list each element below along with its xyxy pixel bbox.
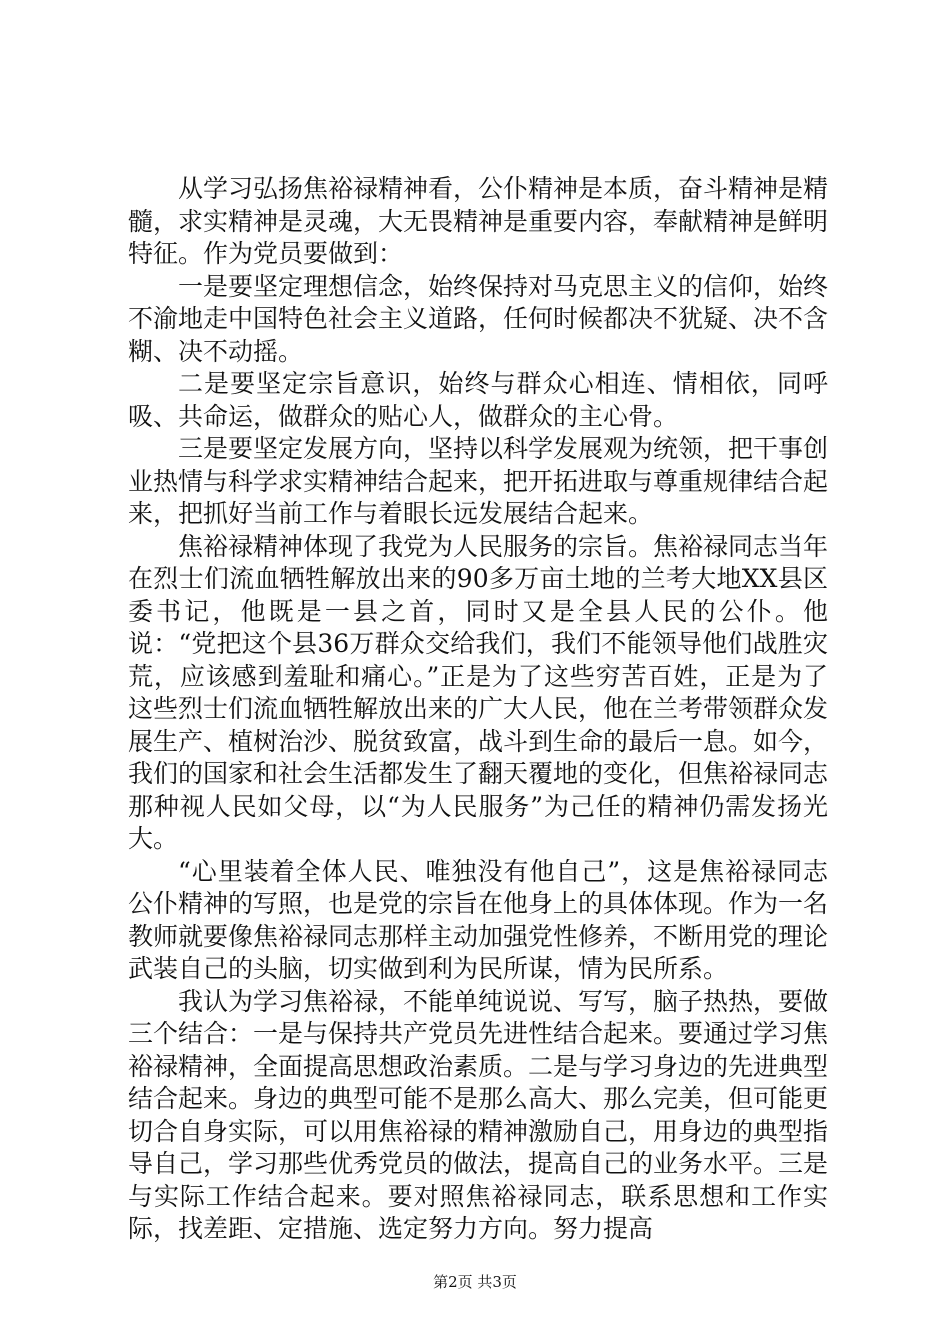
paragraph-3: 二是要坚定宗旨意识，始终与群众心相连、情相依，同呼吸、共命运，做群众的贴心人，做群众的主心骨。 xyxy=(128,369,828,431)
paragraph-1: 从学习弘扬焦裕禄精神看，公仆精神是本质，奋斗精神是精髓，求实精神是灵魂，大无畏精神是重要内容，奉献精神是鲜明特征。作为党员要做到： xyxy=(128,174,829,268)
paragraph-6: “心里装着全体人民、唯独没有他自己”，这是焦裕禄同志公仆精神的写照，也是党的宗旨在他身上的具体体现。作为一名教师就要像焦裕禄同志那样主动加强党性修养，不断用党的理论武装自己的头脑，切实做到利为民所谋，情为民所系。 xyxy=(128,856,829,983)
paragraph-7: 我认为学习焦裕禄，不能单纯说说、写写，脑子热热，要做三个结合：一是与保持共产党员先进性结合起来。要通过学习焦裕禄精神，全面提高思想政治素质。二是与学习身边的先进典型结合起来。身边的典型可能不是那么高大、那么完美，但可能更切合自身实际，可以用焦裕禄的精神激励自己，用身边的典型指导自己，学习那些优秀党员的做法，提高自己的业务水平。三是与实际工作结合起来。要对照焦裕禄同志，联系思想和工作实际，找差距、定措施、选定努力方向。努力提高 xyxy=(128,986,829,1243)
body-text xyxy=(128,173,828,1246)
paragraph-2: 一是要坚定理想信念，始终保持对马克思主义的信仰，始终不渝地走中国特色社会主义道路，任何时候都决不犹疑、决不含糊、决不动摇。 xyxy=(128,271,829,366)
paragraph-5: 焦裕禄精神体现了我党为人民服务的宗旨。焦裕禄同志当年在烈士们流血牺牲解放出来的90多万亩土地的兰考大地XX县区委书记，他既是一县之首，同时又是全县人民的公仆。他说：“党把这个县36万群众交给我们，我们不能领导他们战胜灾荒，应该感到羞耻和痛心。”正是为了这些穷苦百姓，正是为了这些烈士们流血牺牲解放出来的广大人民，他在兰考带领群众发展生产、植树治沙、脱贫致富，战斗到生命的最后一息。如今，我们的国家和社会生活都发生了翻天覆地的变化，但焦裕禄同志那种视人民如父母，以“为人民服务”为己任的精神仍需发扬光大。 xyxy=(128,531,829,853)
page-number-footer: 第2页 共3页 xyxy=(433,1273,517,1291)
paragraph-4: 三是要坚定发展方向，坚持以科学发展观为统领，把干事创业热情与科学求实精神结合起来，把开拓进取与尊重规律结合起来，把抓好当前工作与着眼长远发展结合起来。 xyxy=(128,434,829,528)
